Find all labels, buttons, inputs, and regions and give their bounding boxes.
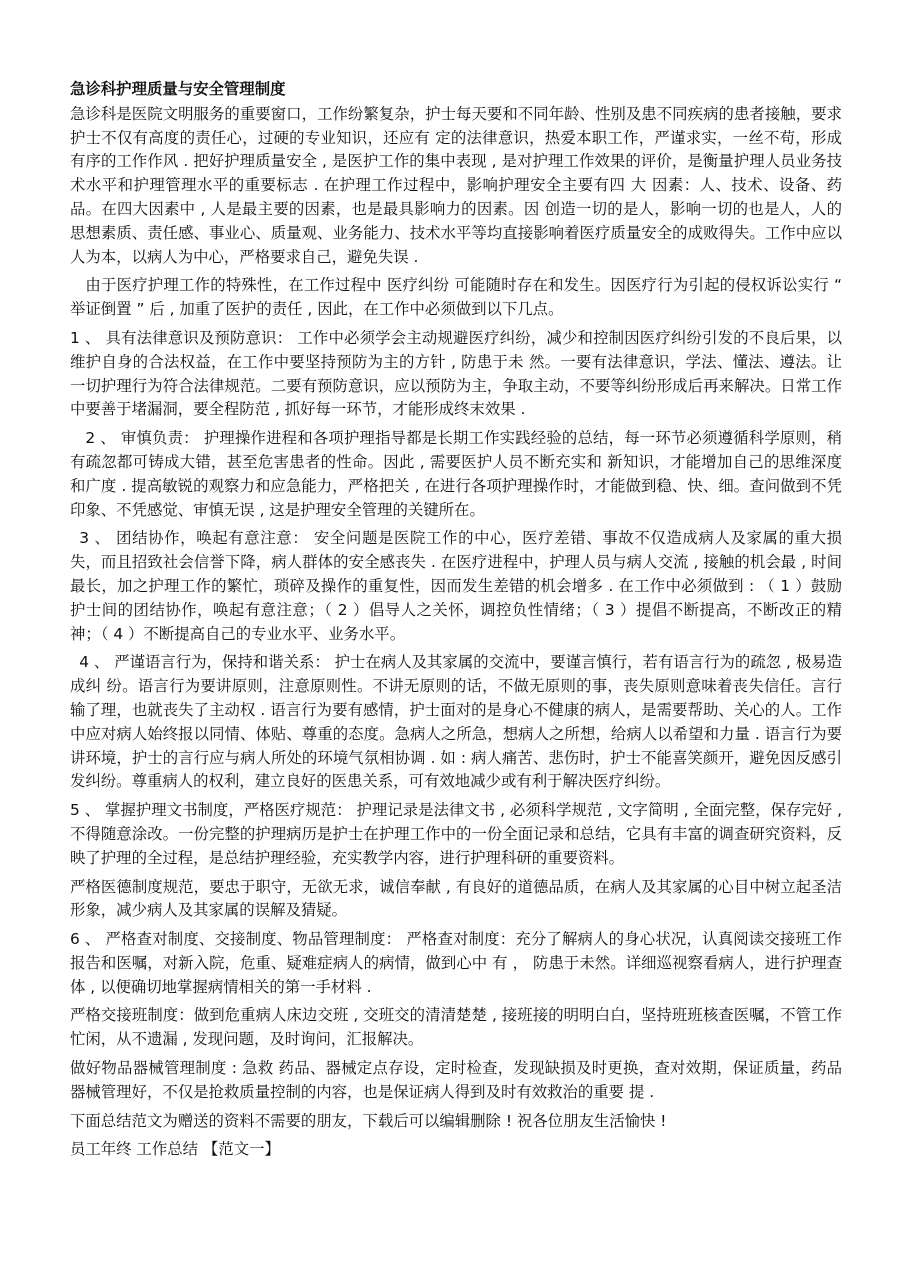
paragraph-next-title: 员工年终 工作总结 【范文一】 bbox=[70, 1140, 280, 1159]
paragraph-handover: 严格交接班制度：做到危重病人床边交班 , 交班交的清清楚楚 , 接班接的明明白白，坚持班班核查医嘱，不管工作忙闲，从不遗漏 , 发现问题，及时询问，汇报解决。 bbox=[70, 1006, 842, 1049]
paragraph-item-5: 5 、 掌握护理文书制度，严格医疗规范： 护理记录是法律文书 , 必须科学规范 , 文字简明 , 全面完整，保存完好 , 不得随意涂改。一份完整的护理病历是护士在护理工作中的一份全面记录和总结，它具有丰富的调查研究资料，反映了护理的全过程，是总结护理经验，充实教学内容，进行护理科研的重要资料。 bbox=[70, 801, 842, 867]
paragraph-ethics: 严格医德制度规范，要忠于职守，无欲无求，诚信奉献 , 有良好的道德品质，在病人及其家属的心目中树立起圣洁形象，减少病人及其家属的误解及猜疑。 bbox=[70, 877, 842, 920]
paragraph-equipment: 做好物品器械管理制度 : 急救 药品、器械定点存设，定时检查，发现缺损及时更换，查对效期，保证质量，药品器械管理好，不仅是抢救质量控制的内容，也是保证病人得到及时有效救治的重要 提 . bbox=[70, 1059, 842, 1101]
paragraph-item-6: 6 、 严格查对制度、交接制度、物品管理制度： 严格查对制度：充分了解病人的身心状况，认真阅读交接班工作报告和医嘱，对新入院，危重、疑难症病人的病情，做到心中 有 ， 防患于未然。详细巡视察看病人，进行护理查体 , 以便确切地掌握病情相关的第一手材料 . bbox=[70, 930, 842, 996]
document-page bbox=[70, 78, 842, 1167]
paragraph-item-4: 4 、 严谨语言行为，保持和谐关系： 护士在病人及其家属的交流中，要谨言慎行，若有语言行为的疏忽 , 极易造成纠 纷。语言行为要讲原则，注意原则性。不讲无原则的话，不做无原则的事，丧失原则意味着丧失信任。言行输了理，也就丧失了主动权 . 语言行为要有感情，护士面对的是身心不健康的病人，是需要帮助、关心的人。工作中应对病人始终报以同情、体贴、尊重的态度。急病人之所急，想病人之所想，给病人以希望和力量 . 语言行为要讲环境，护士的言行应与病人所处的环境气氛相协调 . 如 : 病人痛苦、悲伤时，护士不能喜笑颜开，避免因反感引发纠纷。尊重病人的权利，建立良好的医患关系，可有效地减少或有利于解决医疗纠纷。 bbox=[70, 653, 842, 791]
paragraph-item-3: 3 、 团结协作，唤起有意注意： 安全问题是医院工作的中心，医疗差错、事故不仅造成病人及家属的重大损失，而且招致社会信誉下降，病人群体的安全感丧失 . 在医疗进程中，护理人员与病人交流 , 接触的机会最 , 时间最长，加之护理工作的繁忙，琐碎及操作的重复性，因而发生差错的机会增多 . 在工作中必须做到 : （ 1 ）鼓励护士间的团结协作，唤起有意注意；（ 2 ）倡导人之关怀，调控负性情绪；（ 3 ）提倡不断提高，不断改正的精神；（ 4 ）不断提高自己的专业水平、业务水平。 bbox=[70, 529, 842, 643]
paragraph-note: 下面总结范文为赠送的资料不需要的朋友，下载后可以编辑删除 ! 祝各位朋友生活愉快 ! bbox=[70, 1111, 667, 1130]
paragraph-item-2: 2 、 审慎负责： 护理操作进程和各项护理指导都是长期工作实践经验的总结，每一环节必须遵循科学原则，稍有疏忽都可铸成大错，甚至危害患者的性命。因此 , 需要医护人员不断充实和 新知识，才能增加自己的思维深度和广度 . 提高敏锐的观察力和应急能力，严格把关 , 在进行各项护理操作时，才能做到稳、快、细。查问做到不凭印象、不凭感觉、审慎无误 , 这是护理安全管理的关键所在。 bbox=[70, 429, 842, 519]
document-title: 急诊科护理质量与安全管理制度 bbox=[70, 80, 286, 98]
paragraph-intro: 急诊科是医院文明服务的重要窗口，工作纷繁复杂，护士每天要和不同年龄、性别及患不同疾病的患者接触，要求护士不仅有高度的责任心，过硬的专业知识，还应有 定的法律意识，热爱本职工作，严谨求实，一丝不苟，形成有序的工作作风 . 把好护理质量安全 , 是医护工作的集中表现 , 是对护理工作效果的评价，是衡量护理人员业务技术水平和护理管理水平的重要标志 . 在护理工作过程中，影响护理安全主要有四 大 因素：人、技术、设备、药品。在四大因素中 , 人是最主要的因素，也是最具影响力的因素。因 创造一切的是人，影响一切的也是人，人的思想素质、责任感、事业心、质量观、业务能力、技术水平等均直接影响着医疗质量安全的成败得失。工作中应以人为本，以病人为中心，严格要求自己，避免失误 . bbox=[70, 104, 842, 266]
paragraph-dispute: 由于医疗护理工作的特殊性，在工作过程中 医疗纠纷 可能随时存在和发生。因医疗行为引起的侵权诉讼实行 “ 举证倒置 ” 后 , 加重了医护的责任 , 因此，在工作中必须做到以下几点。 bbox=[70, 276, 842, 319]
paragraph-item-1: 1 、 具有法律意识及预防意识： 工作中必须学会主动规避医疗纠纷，减少和控制因医疗纠纷引发的不良后果，以维护自身的合法权益，在工作中要坚持预防为主的方针 , 防患于未 然。一要有法律意识，学法、懂法、遵法。让一切护理行为符合法律规范。二要有预防意识，应以预防为主，争取主动，不要等纠纷形成后再来解决。日常工作中要善于堵漏洞，要全程防范 , 抓好每一环节，才能形成终末效果 . bbox=[70, 328, 842, 419]
